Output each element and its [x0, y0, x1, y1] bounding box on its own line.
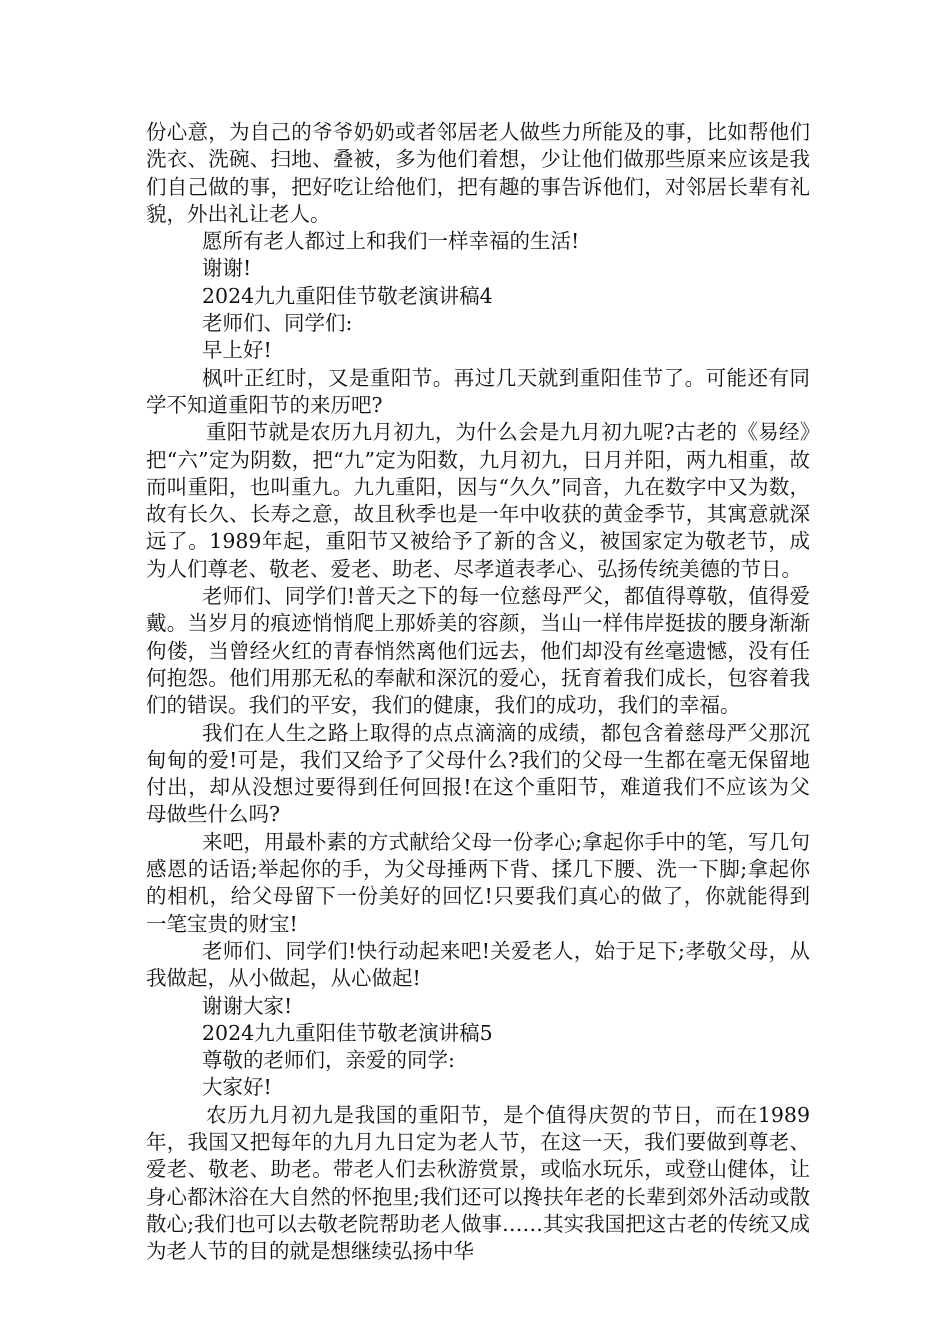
- paragraph-13: 谢谢大家!: [202, 993, 293, 1018]
- greeting-salutation-2: 尊敬的老师们，亲爱的同学:: [202, 1048, 455, 1073]
- section-heading-5: 2024九九重阳佳节敬老演讲稿5: [202, 1020, 493, 1045]
- greeting-morning: 早上好!: [202, 338, 272, 363]
- section-heading-4: 2024九九重阳佳节敬老演讲稿4: [202, 283, 493, 308]
- document-page: [146, 119, 810, 1265]
- paragraph-7: 枫叶正红时，又是重阳节。再过几天就到重阳佳节了。可能还有同学不知道重阳节的来历吧?: [146, 365, 810, 417]
- paragraph-11: 来吧，用最朴素的方式献给父母一份孝心;拿起你手中的笔，写几句感恩的话语;举起你的手，为父母捶两下背、揉几下腰、洗一下脚;拿起你的相机，给父母留下一份美好的回忆!只要我们真心的做了，你就能得到一笔宝贵的财宝!: [146, 829, 810, 936]
- greeting-salutation: 老师们、同学们:: [202, 311, 353, 336]
- paragraph-3: 谢谢!: [202, 256, 252, 281]
- paragraph-17: 农历九月初九是我国的重阳节，是个值得庆贺的节日，而在1989年，我国又把每年的九月九日定为老人节，在这一天，我们要做到尊老、爱老、敬老、助老。带老人们去秋游赏景，或临水玩乐，或登山健体，让身心都沐浴在大自然的怀抱里;我们还可以搀扶年老的长辈到郊外活动或散散心;我们也可以去敬老院帮助老人做事……其实我国把这古老的传统又成为老人节的目的就是想继续弘扬中华: [146, 1102, 810, 1264]
- paragraph-8: 重阳节就是农历九月初九，为什么会是九月初九呢?古老的《易经》把“六”定为阴数，把“九”定为阳数，九月初九，日月并阳，两九相重，故而叫重阳，也叫重九。九九重阳，因与“久久”同音，九在数字中又为数，故有长久、长寿之意，故且秋季也是一年中收获的黄金季节，其寓意就深远了。1989年起，重阳节又被给予了新的含义，被国家定为敬老节，成为人们尊老、敬老、爱老、助老、尽孝道表孝心、弘扬传统美德的节日。: [146, 420, 810, 581]
- paragraph-1: 份心意，为自己的爷爷奶奶或者邻居老人做些力所能及的事，比如帮他们洗衣、洗碗、扫地、叠被，多为他们着想，少让他们做那些原来应该是我们自己做的事，把好吃让给他们，把有趣的事告诉他们，对邻居长辈有礼貌，外出礼让老人。: [146, 120, 810, 226]
- paragraph-2: 愿所有老人都过上和我们一样幸福的生活!: [202, 229, 580, 254]
- greeting-hello: 大家好!: [202, 1075, 272, 1100]
- paragraph-10: 我们在人生之路上取得的点点滴滴的成绩，都包含着慈母严父那沉甸甸的爱!可是，我们又给予了父母什么?我们的父母一生都在毫无保留地付出，却从没想过要得到任何回报!在这个重阳节，难道我们不应该为父母做些什么吗?: [146, 720, 810, 827]
- paragraph-9: 老师们、同学们!普天之下的每一位慈母严父，都值得尊敬，值得爱戴。当岁月的痕迹悄悄爬上那娇美的容颜，当山一样伟岸挺拔的腰身渐渐佝偻，当曾经火红的青春悄然离他们远去，他们却没有丝毫遗憾，没有任何抱怨。他们用那无私的奉献和深沉的爱心，抚育着我们成长，包容着我们的错误。我们的平安，我们的健康，我们的成功，我们的幸福。: [146, 584, 810, 718]
- paragraph-12: 老师们、同学们!快行动起来吧!关爱老人，始于足下;孝敬父母，从我做起，从小做起，从心做起!: [146, 938, 810, 991]
